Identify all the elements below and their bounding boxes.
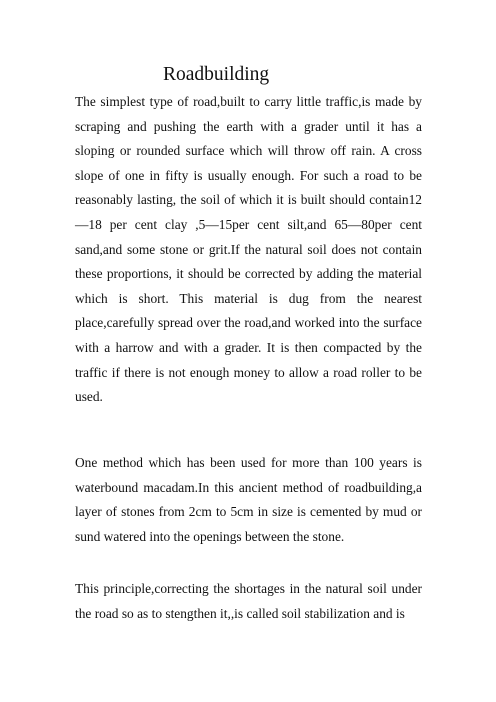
document-title: Roadbuilding (163, 64, 270, 85)
paragraph-simplest-road: The simplest type of road,built to carry little traffic,is made by scraping and pushing the earth with a grader until it has a sloping or rounded surface which will throw off rain. A cross slope of one in fifty is usually enough. For such a road to be reasonably lasting, the soil of which it is built should contain12—18 per cent clay ,5—15per cent silt,and 65—80per cent sand,and some stone or grit.If the natural soil does not contain these proportions, it should be corrected by adding the material which is short. This material is dug from the nearest place,carefully spread over the road,and worked into the surface with a harrow and with a grader. It is then compacted by the traffic if there is not enough money to allow a road roller to be used. (75, 94, 422, 405)
paragraph-waterbound-macadam: One method which has been used for more than 100 years is waterbound macadam.In this ancient method of roadbuilding,a layer of stones from 2cm to 5cm in size is cemented by mud or sund watered into the openings between the stone. (75, 455, 422, 544)
paragraph-soil-stabilization: This principle,correcting the shortages in the natural soil under the road so as to stengthen it,,is called soil stabilization and is (75, 581, 422, 621)
